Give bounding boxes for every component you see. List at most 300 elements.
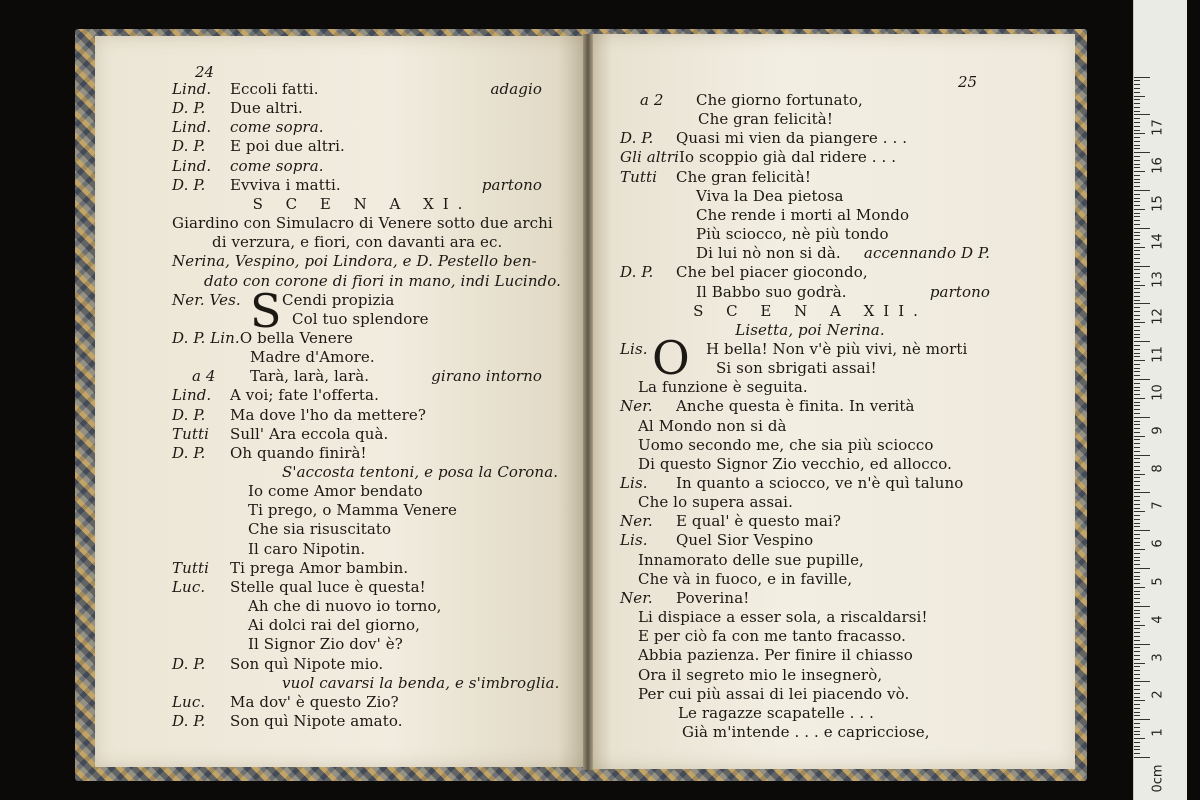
ruler-number: 13 bbox=[1150, 270, 1166, 288]
ruler-tick bbox=[1134, 621, 1140, 622]
ruler-tick bbox=[1134, 111, 1140, 112]
ruler-tick bbox=[1134, 334, 1140, 335]
line-text: come sopra. bbox=[230, 156, 324, 175]
text-line bbox=[696, 244, 841, 263]
text-line bbox=[172, 559, 408, 578]
ruler-tick bbox=[1134, 254, 1140, 255]
right-page-number: 25 bbox=[958, 73, 978, 91]
line-text: Che và in fuoco, e in faville, bbox=[638, 569, 853, 588]
ruler-tick bbox=[1134, 557, 1140, 558]
line-text: vuol cavarsi la benda, e s'imbroglia. bbox=[282, 673, 560, 692]
text-line bbox=[682, 723, 930, 742]
text-line bbox=[638, 685, 909, 704]
ruler-tick bbox=[1134, 579, 1140, 580]
speaker-label: D. P. Lin. bbox=[172, 328, 240, 347]
speaker-label: Luc. bbox=[172, 692, 206, 711]
ruler-tick bbox=[1134, 753, 1140, 754]
text-line bbox=[620, 168, 811, 187]
line-text: Son quì Nipote mio. bbox=[230, 654, 384, 673]
ruler-tick bbox=[1134, 636, 1140, 637]
line-text: Che rende i morti al Mondo bbox=[696, 205, 910, 224]
ruler-tick bbox=[1134, 266, 1150, 267]
line-text: dato con corone di fiori in mano, indi Lucindo. bbox=[204, 271, 562, 290]
ruler-tick bbox=[1134, 413, 1140, 414]
ruler-tick bbox=[1134, 194, 1140, 195]
ruler-tick bbox=[1134, 474, 1145, 475]
ruler-tick bbox=[1134, 99, 1140, 100]
ruler-tick bbox=[1134, 659, 1140, 660]
ruler-tick bbox=[1134, 492, 1150, 493]
line-text: Di questo Signor Zio vecchio, ed allocco. bbox=[638, 454, 953, 473]
ruler-tick bbox=[1134, 424, 1140, 425]
line-text: Che lo supera assai. bbox=[638, 493, 793, 512]
book-gutter bbox=[583, 34, 593, 770]
speaker-label: Ner. Ves. bbox=[172, 290, 241, 309]
ruler-number: 17 bbox=[1150, 119, 1166, 137]
ruler-tick bbox=[1134, 553, 1140, 554]
ruler-tick bbox=[1134, 519, 1140, 520]
text-line bbox=[678, 704, 874, 723]
text-line bbox=[248, 635, 403, 654]
ruler-number: 16 bbox=[1150, 157, 1166, 174]
ruler-tick bbox=[1134, 186, 1140, 187]
ruler-tick bbox=[1134, 545, 1140, 546]
speaker-label: Ner. bbox=[620, 588, 653, 607]
text-line bbox=[250, 348, 375, 367]
ruler-tick bbox=[1134, 632, 1140, 633]
ruler-tick bbox=[1134, 674, 1140, 675]
ruler-tick bbox=[1134, 167, 1140, 168]
ruler-tick bbox=[1134, 617, 1140, 618]
ruler-tick bbox=[1134, 644, 1150, 645]
ruler-tick bbox=[1134, 137, 1140, 138]
ruler-tick bbox=[1134, 417, 1150, 418]
speaker-label: D. P. bbox=[172, 137, 206, 156]
ruler-tick bbox=[1134, 496, 1140, 497]
ruler-tick bbox=[1134, 247, 1145, 248]
ruler-tick bbox=[1134, 738, 1145, 739]
ruler-number: 5 bbox=[1150, 577, 1166, 586]
ruler-tick bbox=[1134, 515, 1140, 516]
speaker-label: D. P. bbox=[172, 654, 206, 673]
ruler-tick bbox=[1134, 500, 1140, 501]
line-text: Son quì Nipote amato. bbox=[230, 711, 403, 730]
ruler-tick bbox=[1134, 591, 1140, 592]
ruler-tick bbox=[1134, 133, 1145, 134]
text-line bbox=[172, 118, 324, 137]
line-text: Madre d'Amore. bbox=[250, 348, 375, 367]
ruler-tick bbox=[1134, 198, 1140, 199]
speaker-label: D. P. bbox=[172, 175, 206, 194]
ruler-tick bbox=[1134, 402, 1140, 403]
ruler-tick bbox=[1134, 508, 1140, 509]
speaker-label: Lind. bbox=[172, 386, 212, 405]
ruler-tick bbox=[1134, 466, 1140, 467]
line-text: Abbia pazienza. Per finire il chiasso bbox=[638, 646, 913, 665]
speaker-label: D. P. bbox=[172, 405, 206, 424]
ruler-tick bbox=[1134, 145, 1140, 146]
ruler-tick bbox=[1134, 84, 1140, 85]
ruler-tick bbox=[1134, 80, 1140, 81]
text-line bbox=[638, 493, 793, 512]
drop-cap-s: S bbox=[250, 284, 282, 338]
ruler-tick bbox=[1134, 685, 1140, 686]
ruler-tick bbox=[1134, 689, 1140, 690]
line-text: Che gran felicità! bbox=[698, 110, 833, 129]
ruler-tick bbox=[1134, 190, 1150, 191]
ruler-tick bbox=[1134, 715, 1140, 716]
speaker-label: Luc. bbox=[172, 577, 206, 596]
ruler-tick bbox=[1134, 504, 1140, 505]
ruler-tick bbox=[1134, 734, 1140, 735]
ruler-tick bbox=[1134, 273, 1140, 274]
text-line bbox=[172, 712, 403, 731]
line-text: Stelle qual luce è questa! bbox=[230, 577, 426, 596]
line-text: Tarà, larà, larà. bbox=[250, 367, 370, 386]
ruler-tick bbox=[1134, 92, 1140, 93]
ruler-tick bbox=[1134, 175, 1140, 176]
line-text: S C E N A XI. bbox=[252, 194, 472, 213]
speaker-label: D. P. bbox=[172, 443, 206, 462]
line-text: Già m'intende . . . e capricciose, bbox=[682, 722, 930, 741]
ruler-tick bbox=[1134, 122, 1140, 123]
stage-direction: accennando D P. bbox=[863, 244, 990, 263]
line-text: Al Mondo non si dà bbox=[638, 416, 787, 435]
ruler-tick bbox=[1134, 428, 1140, 429]
ruler-tick bbox=[1134, 371, 1140, 372]
ruler-tick bbox=[1134, 530, 1150, 531]
ruler-tick bbox=[1134, 477, 1140, 478]
ruler-tick bbox=[1134, 542, 1140, 543]
ruler-tick bbox=[1134, 398, 1145, 399]
ruler-tick bbox=[1134, 697, 1140, 698]
ruler-tick bbox=[1134, 443, 1140, 444]
ruler-number: 0cm bbox=[1150, 764, 1166, 793]
speaker-label: D. P. bbox=[172, 99, 206, 118]
line-text: Ti prego, o Mamma Venere bbox=[248, 501, 457, 520]
ruler-tick bbox=[1134, 353, 1140, 354]
ruler-tick bbox=[1134, 356, 1140, 357]
ruler-tick bbox=[1134, 130, 1140, 131]
ruler-tick bbox=[1134, 731, 1140, 732]
ruler-tick bbox=[1134, 749, 1140, 750]
ruler-number: 12 bbox=[1150, 308, 1166, 326]
ruler-tick bbox=[1134, 485, 1140, 486]
ruler-tick bbox=[1134, 141, 1140, 142]
line-text: Giardino con Simulacro di Venere sotto due archi bbox=[172, 214, 553, 233]
line-text: In quanto a sciocco, ve n'è quì taluno bbox=[676, 474, 964, 492]
ruler-tick bbox=[1134, 394, 1140, 395]
text-line bbox=[696, 225, 889, 244]
ruler-tick bbox=[1134, 326, 1140, 327]
drop-cap-o: O bbox=[652, 331, 690, 385]
stage-direction: girano intorno bbox=[431, 367, 542, 386]
speaker-label: Ner. bbox=[620, 397, 653, 416]
stage-direction: partono bbox=[929, 282, 990, 301]
text-line bbox=[638, 666, 882, 685]
ruler-tick bbox=[1134, 296, 1140, 297]
line-text: Per cui più assai di lei piacendo vò. bbox=[638, 684, 910, 703]
line-text: S'accosta tentoni, e posa la Corona. bbox=[282, 463, 559, 481]
ruler-tick bbox=[1134, 564, 1140, 565]
ruler-tick bbox=[1134, 88, 1140, 89]
line-text: Oh quando finirà! bbox=[230, 443, 367, 462]
ruler-tick bbox=[1134, 277, 1140, 278]
ruler-tick bbox=[1134, 681, 1150, 682]
ruler-tick bbox=[1134, 243, 1140, 244]
ruler-tick bbox=[1134, 164, 1140, 165]
line-text: Quel Sior Vespino bbox=[676, 531, 814, 550]
ruler-tick bbox=[1134, 387, 1140, 388]
ruler-tick bbox=[1134, 439, 1140, 440]
ruler-tick bbox=[1134, 587, 1145, 588]
speaker-label: Lind. bbox=[172, 80, 212, 98]
text-line bbox=[696, 206, 909, 225]
line-text: Lisetta, poi Nerina. bbox=[735, 320, 885, 339]
ruler-tick bbox=[1134, 458, 1140, 459]
ruler-number: 6 bbox=[1150, 539, 1166, 548]
ruler-tick bbox=[1134, 421, 1140, 422]
text-line bbox=[172, 195, 552, 214]
ruler-tick bbox=[1134, 307, 1140, 308]
ruler-tick bbox=[1134, 379, 1150, 380]
ruler-tick bbox=[1134, 239, 1140, 240]
ruler-tick bbox=[1134, 235, 1140, 236]
text-line bbox=[172, 99, 303, 118]
ruler-tick bbox=[1134, 447, 1140, 448]
text-line bbox=[620, 531, 813, 550]
ruler-number: 8 bbox=[1150, 463, 1166, 473]
ruler-tick bbox=[1134, 594, 1140, 595]
ruler-tick bbox=[1134, 583, 1140, 584]
line-text: Di lui nò non si dà. bbox=[696, 244, 841, 263]
ruler-number: 15 bbox=[1150, 195, 1166, 212]
left-page-number: 24 bbox=[195, 63, 215, 81]
stage-direction: adagio bbox=[490, 80, 542, 98]
text-line bbox=[172, 386, 379, 405]
text-line bbox=[248, 520, 391, 539]
line-text: Due altri. bbox=[230, 99, 303, 118]
ruler-tick bbox=[1134, 409, 1140, 410]
ruler-tick bbox=[1134, 727, 1140, 728]
ruler-tick bbox=[1134, 572, 1140, 573]
text-line bbox=[172, 406, 426, 425]
ruler-tick bbox=[1134, 678, 1140, 679]
text-line bbox=[248, 597, 442, 616]
text-line bbox=[172, 137, 345, 156]
speaker-label: a 4 bbox=[192, 367, 216, 386]
ruler-tick bbox=[1134, 598, 1140, 599]
speaker-label: D. P. bbox=[172, 711, 206, 730]
line-text: di verzura, e fiori, con davanti ara ec. bbox=[212, 233, 503, 252]
text-line bbox=[620, 397, 915, 416]
ruler-tick bbox=[1134, 179, 1140, 180]
ruler-tick bbox=[1134, 220, 1140, 221]
line-text: Che bel piacer giocondo, bbox=[676, 263, 868, 282]
ruler-tick bbox=[1134, 232, 1140, 233]
line-text: Col tuo splendore bbox=[292, 309, 429, 328]
text-line bbox=[248, 482, 423, 501]
ruler-tick bbox=[1134, 560, 1140, 561]
line-text: Più sciocco, nè più tondo bbox=[696, 225, 889, 244]
text-line bbox=[638, 417, 787, 436]
line-text: Il caro Nipotin. bbox=[248, 539, 366, 558]
ruler-tick bbox=[1134, 462, 1140, 463]
ruler-tick bbox=[1134, 341, 1150, 342]
ruler-tick bbox=[1134, 360, 1145, 361]
ruler-tick bbox=[1134, 224, 1140, 225]
text-line bbox=[696, 187, 844, 206]
speaker-label: Tutti bbox=[620, 167, 658, 186]
ruler-tick bbox=[1134, 103, 1140, 104]
ruler-tick bbox=[1134, 201, 1140, 202]
ruler-tick bbox=[1134, 228, 1150, 229]
ruler-tick bbox=[1134, 655, 1140, 656]
line-text: Ai dolci rai del giorno, bbox=[248, 616, 420, 635]
line-text: E poi due altri. bbox=[230, 137, 345, 156]
line-text: E per ciò fa con me tanto fracasso. bbox=[638, 627, 907, 646]
text-line bbox=[172, 425, 388, 444]
line-text: Che gran felicità! bbox=[676, 167, 811, 186]
text-line bbox=[698, 110, 833, 129]
text-line bbox=[620, 302, 1000, 321]
ruler-tick bbox=[1134, 349, 1140, 350]
text-line bbox=[696, 283, 847, 302]
ruler-number: 14 bbox=[1150, 233, 1166, 250]
line-text: Evviva i matti. bbox=[230, 175, 341, 194]
line-text: H bella! Non v'è più vivi, nè morti bbox=[706, 339, 968, 358]
line-text: La funzione è seguita. bbox=[638, 378, 808, 397]
speaker-label: Lind. bbox=[172, 118, 212, 137]
ruler-tick bbox=[1134, 383, 1140, 384]
text-line bbox=[620, 263, 868, 282]
ruler-tick bbox=[1134, 345, 1140, 346]
text-line bbox=[292, 310, 429, 329]
text-line bbox=[248, 540, 365, 559]
ruler-tick bbox=[1134, 568, 1150, 569]
ruler-tick bbox=[1134, 576, 1140, 577]
text-line bbox=[172, 157, 324, 176]
line-text: A voi; fate l'offerta. bbox=[230, 386, 379, 405]
line-text: Poverina! bbox=[676, 588, 750, 607]
speaker-label: Tutti bbox=[172, 558, 210, 577]
text-line bbox=[172, 252, 537, 271]
ruler-tick bbox=[1134, 148, 1140, 149]
ruler-tick bbox=[1134, 723, 1140, 724]
ruler-tick bbox=[1134, 171, 1145, 172]
text-line bbox=[282, 463, 558, 482]
line-text: Anche questa è finita. In verità bbox=[676, 397, 915, 416]
ruler-tick bbox=[1134, 182, 1140, 183]
ruler-tick bbox=[1134, 625, 1145, 626]
line-text: Che sia risuscitato bbox=[248, 520, 392, 539]
ruler-tick bbox=[1134, 526, 1140, 527]
text-line bbox=[638, 436, 934, 455]
ruler-tick bbox=[1134, 651, 1140, 652]
ruler-tick bbox=[1134, 315, 1140, 316]
ruler-tick bbox=[1134, 704, 1140, 705]
speaker-label: Lis. bbox=[620, 474, 648, 492]
speaker-label: Lis. bbox=[620, 531, 648, 550]
ruler-tick bbox=[1134, 647, 1140, 648]
text-line bbox=[172, 176, 341, 195]
ruler-tick bbox=[1134, 205, 1140, 206]
ruler-tick bbox=[1134, 216, 1140, 217]
text-line bbox=[248, 616, 420, 635]
ruler-number: 2 bbox=[1150, 690, 1166, 700]
line-text: Ti prega Amor bambin. bbox=[230, 558, 409, 577]
ruler-tick bbox=[1134, 322, 1145, 323]
text-line bbox=[716, 359, 877, 378]
text-line bbox=[638, 627, 906, 646]
ruler-tick bbox=[1134, 269, 1140, 270]
line-text: Ma dove l'ho da mettere? bbox=[230, 405, 427, 424]
ruler-tick bbox=[1134, 534, 1140, 535]
line-text: Li dispiace a esser sola, a riscaldarsi! bbox=[638, 608, 928, 627]
ruler-tick bbox=[1134, 746, 1140, 747]
ruler-tick bbox=[1134, 610, 1140, 611]
text-line bbox=[638, 646, 913, 665]
ruler-tick bbox=[1134, 666, 1140, 667]
ruler-tick bbox=[1134, 213, 1140, 214]
stage-direction: partono bbox=[481, 175, 542, 194]
text-line bbox=[638, 608, 928, 627]
ruler-tick bbox=[1134, 152, 1150, 153]
line-text: come sopra. bbox=[230, 118, 324, 137]
line-text: Sull' Ara eccola quà. bbox=[230, 424, 389, 443]
line-text: Il Babbo suo godrà. bbox=[696, 282, 847, 301]
ruler-number: 4 bbox=[1150, 615, 1166, 624]
ruler-tick bbox=[1134, 209, 1145, 210]
ruler-tick bbox=[1134, 160, 1140, 161]
ruler-tick bbox=[1134, 613, 1140, 614]
text-line bbox=[620, 474, 963, 493]
ruler-tick bbox=[1134, 511, 1145, 512]
ruler-number: 3 bbox=[1150, 652, 1166, 662]
text-line bbox=[638, 551, 864, 570]
ruler-tick bbox=[1134, 292, 1140, 293]
line-text: Si son sbrigati assai! bbox=[716, 359, 877, 378]
ruler-tick bbox=[1134, 708, 1140, 709]
speaker-label: Gli altri bbox=[620, 148, 679, 167]
ruler-tick bbox=[1134, 114, 1150, 115]
text-line bbox=[192, 367, 369, 386]
ruler-tick bbox=[1134, 288, 1140, 289]
text-line bbox=[172, 214, 553, 233]
speaker-label: Lind. bbox=[172, 156, 212, 175]
line-text: Il Signor Zio dov' è? bbox=[248, 635, 403, 654]
line-text: Eccoli fatti. bbox=[230, 80, 319, 98]
measurement-ruler bbox=[1133, 0, 1187, 800]
ruler-tick bbox=[1134, 742, 1140, 743]
ruler-tick bbox=[1134, 319, 1140, 320]
line-text: Viva la Dea pietosa bbox=[696, 186, 844, 205]
line-text: Ora il segreto mio le insegnerò, bbox=[638, 665, 883, 684]
ruler-tick bbox=[1134, 700, 1145, 701]
ruler-tick bbox=[1134, 337, 1140, 338]
ruler-tick bbox=[1134, 96, 1145, 97]
ruler-tick bbox=[1134, 262, 1140, 263]
ruler-tick bbox=[1134, 489, 1140, 490]
ruler-tick bbox=[1134, 451, 1140, 452]
ruler-tick bbox=[1134, 455, 1150, 456]
ruler-tick bbox=[1134, 481, 1140, 482]
text-line bbox=[620, 129, 907, 148]
ruler-tick bbox=[1134, 405, 1140, 406]
text-line bbox=[172, 444, 367, 463]
text-line bbox=[172, 291, 394, 310]
ruler-tick bbox=[1134, 390, 1140, 391]
